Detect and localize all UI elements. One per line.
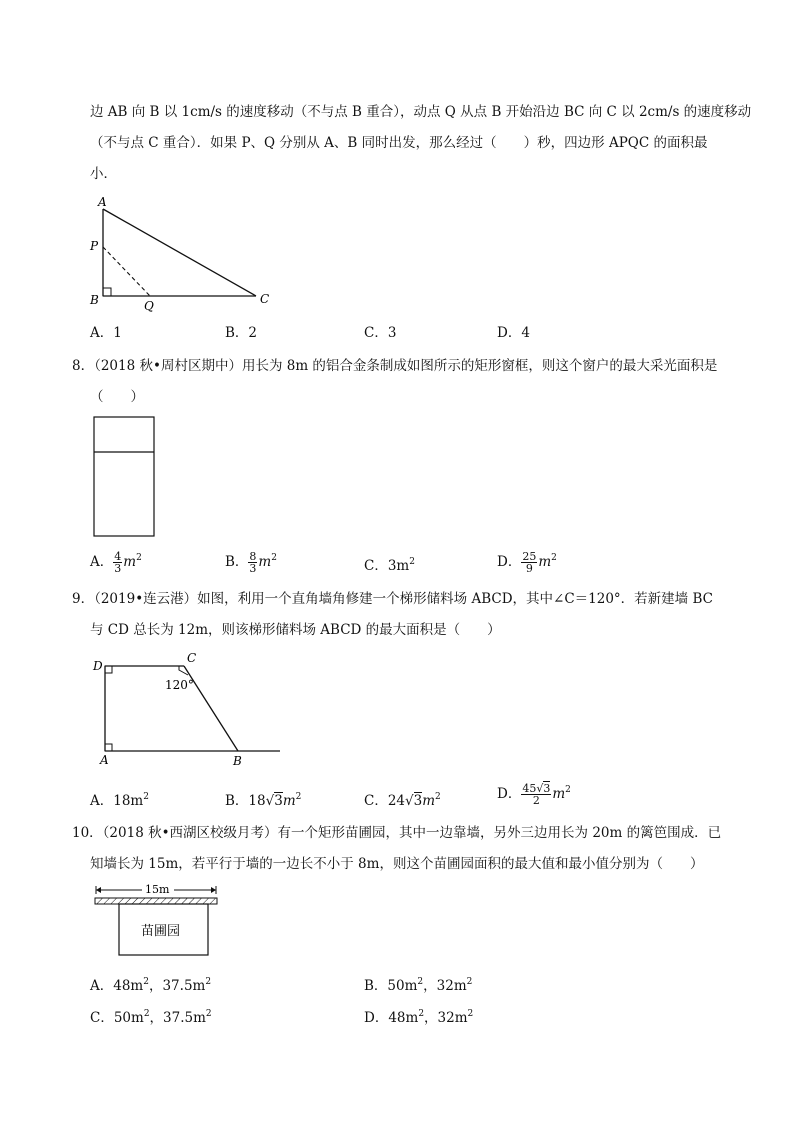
q7-label-a: A xyxy=(98,195,107,209)
q9-option-d-unit: m xyxy=(552,786,566,802)
q9-option-d xyxy=(497,780,571,806)
q10-option-c-second: ，37.5m xyxy=(149,1010,206,1026)
q9-option-d-radicand: 3 xyxy=(543,782,551,795)
q7-option-a: A．1 xyxy=(90,325,122,341)
q8-option-b-fraction xyxy=(248,551,257,574)
q8-line-1: 8．（2018 秋•周村区期中）用长为 8m 的铝合金条制成如图所示的矩形窗框，则这个窗户的最大采光面积是 xyxy=(72,358,718,374)
q9-option-b-radicand: 3 xyxy=(274,793,283,809)
q8-option-b xyxy=(225,548,277,574)
q10-garden-label: 苗圃园 xyxy=(141,924,181,939)
q10-option-d-first: D．48m xyxy=(364,1010,419,1026)
q9-option-c-exponent: 2 xyxy=(435,792,441,802)
q9-label-a: A xyxy=(100,753,109,767)
q8-option-d-exponent: 2 xyxy=(551,553,557,563)
q8-option-a xyxy=(90,548,142,574)
q9-option-d-label: D． xyxy=(497,786,522,802)
q9-angle-label: 120° xyxy=(165,678,194,692)
q8-option-b-exponent: 2 xyxy=(271,553,277,563)
q10-option-b-exp-1: 2 xyxy=(417,977,424,987)
q10-garden-figure xyxy=(90,882,230,962)
q8-option-b-label: B． xyxy=(225,554,249,570)
q9-option-b-coefficient: B．18 xyxy=(225,793,266,809)
q10-line-2: 知墙长为 15m，若平行于墙的一边长不小于 8m，则这个苗圃园面积的最大值和最小值分别为（ ） xyxy=(90,856,704,872)
q9-option-a xyxy=(90,787,149,811)
q7-line-1: 边 AB 向 B 以 1cm/s 的速度移动（不与点 B 重合），动点 Q 从点 B 开始沿边 BC 向 C 以 2cm/s 的速度移动 xyxy=(90,104,752,120)
q8-option-a-unit: m xyxy=(123,554,137,570)
q9-option-d-denominator: 2 xyxy=(532,794,540,807)
q9-option-b-radical-sign: √ xyxy=(265,793,275,809)
q8-option-d-numerator: 25 xyxy=(522,550,537,563)
q9-option-b-unit: m xyxy=(282,793,296,809)
q7-triangle-figure xyxy=(86,192,286,314)
q10-wall-length: 15m xyxy=(145,883,170,896)
q9-option-c-radical-sign: √ xyxy=(405,793,414,809)
q8-line-2: （ ） xyxy=(90,389,144,405)
q9-option-a-exponent: 2 xyxy=(143,792,149,802)
q7-option-c: C．3 xyxy=(364,325,397,341)
q9-label-b: B xyxy=(233,754,242,768)
q9-line-2: 与 CD 总长为 12m，则该梯形储料场 ABCD 的最大面积是（ ） xyxy=(90,622,501,638)
q8-option-c-exponent: 2 xyxy=(409,557,415,567)
q8-option-a-exponent: 2 xyxy=(136,553,142,563)
q8-option-b-unit: m xyxy=(258,554,272,570)
q10-option-b-exp-2: 2 xyxy=(466,977,473,987)
q7-option-b: B．2 xyxy=(225,325,258,341)
q8-option-d xyxy=(497,548,557,574)
q8-option-c xyxy=(364,552,415,576)
q9-line-1: 9．（2019•连云港）如图，利用一个直角墙角修建一个梯形储料场 ABCD，其中∠C＝120°．若新建墙 BC xyxy=(72,591,713,607)
q7-label-p: P xyxy=(90,239,99,253)
q9-option-c-unit: m xyxy=(422,793,436,809)
q8-option-c-text: C．3m xyxy=(364,558,410,574)
q7-line-2: （不与点 C 重合）．如果 P、Q 分别从 A、B 同时出发，那么经过（ ）秒，四边形 APQC 的面积最 xyxy=(90,135,708,151)
q9-trapezoid-figure xyxy=(88,648,288,770)
q7-line-3: 小． xyxy=(90,166,117,182)
q9-option-c xyxy=(364,787,441,811)
q9-option-d-radical-sign: √ xyxy=(536,782,544,795)
q10-line-1: 10．（2018 秋•西湖区校级月考）有一个矩形苗圃园，其中一边靠墙，另外三边用长为 20m 的篱笆围成．已 xyxy=(72,825,722,841)
q8-option-d-fraction xyxy=(521,551,537,574)
q8-option-b-numerator: 8 xyxy=(249,550,257,563)
q10-option-a xyxy=(90,972,211,996)
q8-option-a-numerator: 4 xyxy=(114,550,122,563)
q8-option-a-fraction xyxy=(113,551,122,574)
q10-option-a-exp-2: 2 xyxy=(205,977,212,987)
q10-option-a-second: ，37.5m xyxy=(148,978,206,994)
q9-option-c-radicand: 3 xyxy=(413,793,423,809)
q7-option-d: D．4 xyxy=(497,325,530,341)
q10-option-c-exp-1: 2 xyxy=(143,1009,150,1019)
q8-window-figure xyxy=(92,415,158,539)
q8-option-a-label: A． xyxy=(90,554,114,570)
q9-option-d-numerator-coefficient: 45 xyxy=(522,782,537,795)
q7-label-q: Q xyxy=(144,299,154,313)
q10-option-d-second: ，32m xyxy=(424,1010,468,1026)
q9-option-d-fraction xyxy=(521,783,551,806)
q10-option-d-exp-2: 2 xyxy=(467,1009,474,1019)
q10-option-b-first: B．50m xyxy=(364,978,418,994)
q10-option-c-first: C．50m xyxy=(90,1010,144,1026)
q9-option-b xyxy=(225,787,301,811)
q10-option-a-exp-1: 2 xyxy=(143,977,149,987)
q10-option-a-first: A．48m xyxy=(90,978,144,994)
q9-option-c-coefficient: C．24 xyxy=(364,793,406,809)
q9-option-d-exponent: 2 xyxy=(565,785,571,795)
q10-option-b-second: ，32m xyxy=(423,978,467,994)
q8-option-b-denominator: 3 xyxy=(249,562,257,575)
q8-option-d-unit: m xyxy=(538,554,552,570)
q7-label-c: C xyxy=(260,292,270,306)
q8-option-d-label: D． xyxy=(497,554,522,570)
q8-option-d-denominator: 9 xyxy=(525,562,533,575)
q7-label-b: B xyxy=(90,293,99,307)
q8-option-a-denominator: 3 xyxy=(114,562,122,575)
q10-option-d xyxy=(364,1004,473,1028)
q10-option-d-exp-1: 2 xyxy=(418,1009,425,1019)
q9-label-c: C xyxy=(187,651,197,665)
q10-option-c-exp-2: 2 xyxy=(205,1009,212,1019)
q9-label-d: D xyxy=(93,659,103,673)
q9-option-b-exponent: 2 xyxy=(295,792,302,802)
q10-option-b xyxy=(364,972,472,996)
q10-option-c xyxy=(90,1004,212,1028)
q9-option-a-text: A．18m xyxy=(90,793,144,809)
